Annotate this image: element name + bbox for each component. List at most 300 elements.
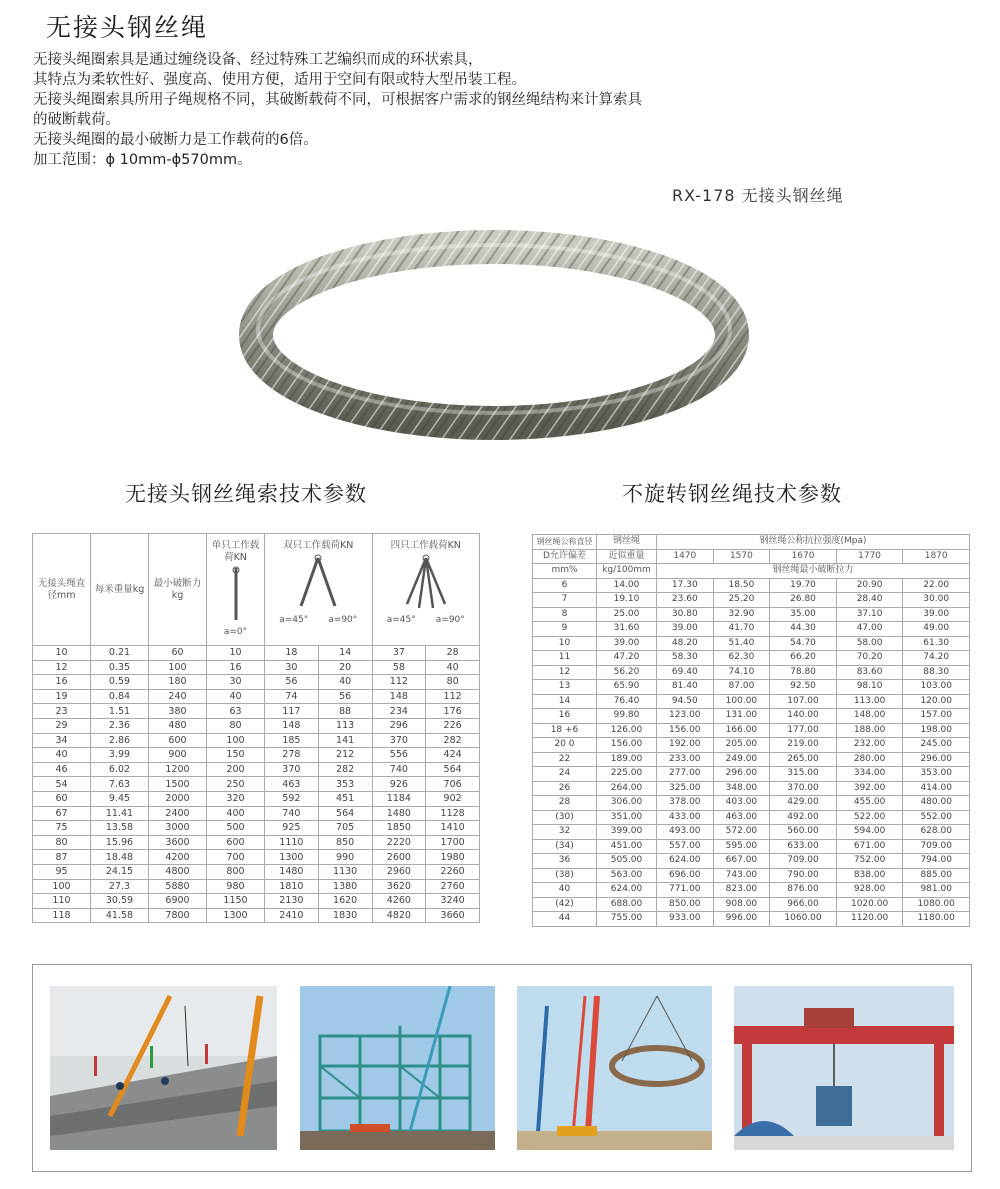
table-cell: 87.00 (713, 680, 770, 695)
table-cell: 400 (207, 806, 265, 821)
table-cell: 92.50 (770, 680, 837, 695)
table-cell: 26 (533, 781, 597, 796)
table-cell: 113.00 (836, 694, 903, 709)
table-cell: 850 (318, 835, 372, 850)
table-cell: 70.20 (836, 651, 903, 666)
ring-lifting-photo (517, 986, 712, 1150)
col-weight: 每米重量kg (91, 534, 149, 646)
table-cell: 103.00 (903, 680, 970, 695)
table-cell: 13 (533, 680, 597, 695)
table-cell: 37 (372, 646, 426, 661)
table-cell: 156.00 (657, 723, 714, 738)
table-cell: 200 (207, 762, 265, 777)
table-cell: 1480 (265, 864, 319, 879)
table-cell: 556 (372, 748, 426, 763)
table-cell: 80 (426, 675, 480, 690)
table-cell: 628.00 (903, 825, 970, 840)
col-grade: 1470 (657, 549, 714, 564)
table-cell: 157.00 (903, 709, 970, 724)
table-cell: 370.00 (770, 781, 837, 796)
table-cell: 560.00 (770, 825, 837, 840)
table-cell: 572.00 (713, 825, 770, 840)
table-cell: 88 (318, 704, 372, 719)
table-cell: 1810 (265, 879, 319, 894)
table-cell: 705 (318, 821, 372, 836)
table-cell: 98.10 (836, 680, 903, 695)
table-cell: 552.00 (903, 810, 970, 825)
table-cell: 592 (265, 791, 319, 806)
table-cell: 123.00 (657, 709, 714, 724)
table-cell: 790.00 (770, 868, 837, 883)
table-cell: 156.00 (597, 738, 657, 753)
table2-body (533, 578, 970, 926)
table-cell: 505.00 (597, 854, 657, 869)
table-cell: 563.00 (597, 868, 657, 883)
table-cell: 212 (318, 748, 372, 763)
table-cell: 463.00 (713, 810, 770, 825)
table-cell: 34 (33, 733, 91, 748)
table-cell: 280.00 (836, 752, 903, 767)
table-cell: 28 (533, 796, 597, 811)
table-cell: 1830 (318, 908, 372, 923)
table-cell: 49.00 (903, 622, 970, 637)
table-row (533, 825, 970, 840)
table-cell: 2130 (265, 894, 319, 909)
table-cell: 370 (372, 733, 426, 748)
table-cell: 380 (149, 704, 207, 719)
table-row (33, 821, 480, 836)
table-cell: 1128 (426, 806, 480, 821)
table-cell: 32.90 (713, 607, 770, 622)
table-cell: 688.00 (597, 897, 657, 912)
table-cell: 18 (265, 646, 319, 661)
table-cell: 353.00 (903, 767, 970, 782)
table-cell: 392.00 (836, 781, 903, 796)
table-cell: 100 (149, 660, 207, 675)
table-cell: 24 (533, 767, 597, 782)
table-cell: 88.30 (903, 665, 970, 680)
table-row (33, 733, 480, 748)
table-row (533, 767, 970, 782)
table-cell: 141 (318, 733, 372, 748)
table-cell: 1300 (207, 908, 265, 923)
table-cell: 0.84 (91, 689, 149, 704)
table-cell: 1700 (426, 835, 480, 850)
table-cell: 46 (33, 762, 91, 777)
table-cell: 150 (207, 748, 265, 763)
table-cell: 981.00 (903, 883, 970, 898)
table-cell: 4800 (149, 864, 207, 879)
table-row (33, 718, 480, 733)
table-cell: 28 (426, 646, 480, 661)
table-cell: 4200 (149, 850, 207, 865)
table-cell: 27.3 (91, 879, 149, 894)
table1-title: 无接头钢丝绳索技术参数 (125, 482, 367, 506)
table-cell: 234 (372, 704, 426, 719)
table-cell: 2760 (426, 879, 480, 894)
table-cell: 185 (265, 733, 319, 748)
table-cell: 58 (372, 660, 426, 675)
table-cell: 1410 (426, 821, 480, 836)
table-cell: 11.41 (91, 806, 149, 821)
table-cell: 205.00 (713, 738, 770, 753)
table-row (33, 675, 480, 690)
table-cell: 424 (426, 748, 480, 763)
table-cell: 225.00 (597, 767, 657, 782)
table-cell: 18.48 (91, 850, 149, 865)
table-cell: 60 (33, 791, 91, 806)
endless-sling-spec-table (32, 533, 480, 923)
table-row (33, 762, 480, 777)
table-cell: 37.10 (836, 607, 903, 622)
table-cell: 240 (149, 689, 207, 704)
col-nominal-dia: 钢丝绳公称直径 (533, 535, 597, 550)
table-cell: 5880 (149, 879, 207, 894)
table-cell: 771.00 (657, 883, 714, 898)
table-cell: 232.00 (836, 738, 903, 753)
table-cell: 148.00 (836, 709, 903, 724)
col-weight-unit: kg/100mm (597, 564, 657, 579)
table-cell: 40 (533, 883, 597, 898)
table-cell: 30 (265, 660, 319, 675)
table-cell: 0.59 (91, 675, 149, 690)
table-cell: 56 (265, 675, 319, 690)
table-cell: 14 (533, 694, 597, 709)
table-cell: 1200 (149, 762, 207, 777)
table-cell: 2600 (372, 850, 426, 865)
table-cell: 2000 (149, 791, 207, 806)
table-cell: 633.00 (770, 839, 837, 854)
table-row (33, 777, 480, 792)
table-cell: 966.00 (770, 897, 837, 912)
table-cell: 296.00 (713, 767, 770, 782)
table-cell: 8 (533, 607, 597, 622)
table-cell: 69.40 (657, 665, 714, 680)
table-cell: 61.30 (903, 636, 970, 651)
table-cell: 176 (426, 704, 480, 719)
table-cell: 12 (533, 665, 597, 680)
table-cell: 451.00 (597, 839, 657, 854)
table-cell: 26.80 (770, 593, 837, 608)
table-cell: 455.00 (836, 796, 903, 811)
table-cell: 16 (533, 709, 597, 724)
description-line: 无接头绳圈索具所用子绳规格不同，其破断载荷不同，可根据客户需求的钢丝绳结构来计算索具 (33, 92, 642, 108)
table-cell: 925 (265, 821, 319, 836)
table-cell: 112 (372, 675, 426, 690)
table-cell: 564 (426, 762, 480, 777)
non-rotating-rope-spec-table (532, 534, 970, 927)
table-cell: 23 (33, 704, 91, 719)
table-cell: 40 (318, 675, 372, 690)
table-cell: 353 (318, 777, 372, 792)
table-cell: 54 (33, 777, 91, 792)
table-cell: 18.50 (713, 578, 770, 593)
table-cell: 67 (33, 806, 91, 821)
table-cell: 10 (207, 646, 265, 661)
table-cell: 624.00 (597, 883, 657, 898)
table-row (533, 723, 970, 738)
table2-title: 不旋转钢丝绳技术参数 (622, 482, 842, 506)
table-cell: 600 (207, 835, 265, 850)
table-row (33, 879, 480, 894)
table-cell: 2220 (372, 835, 426, 850)
table-cell: 794.00 (903, 854, 970, 869)
table-cell: 1980 (426, 850, 480, 865)
table-cell: 107.00 (770, 694, 837, 709)
table-row (33, 689, 480, 704)
table-cell: 667.00 (713, 854, 770, 869)
table-cell: 41.58 (91, 908, 149, 923)
table-cell: 17.30 (657, 578, 714, 593)
table-cell: 65.90 (597, 680, 657, 695)
table-cell: 28.40 (836, 593, 903, 608)
table-cell: 752.00 (836, 854, 903, 869)
table-cell: 56 (318, 689, 372, 704)
page-title: 无接头钢丝绳 (46, 13, 209, 42)
table-row (533, 897, 970, 912)
table-cell: 463 (265, 777, 319, 792)
product-description (33, 50, 793, 170)
table-cell: 624.00 (657, 854, 714, 869)
table-row (533, 868, 970, 883)
table-cell: 20 (318, 660, 372, 675)
table-cell: 325.00 (657, 781, 714, 796)
table-cell: 399.00 (597, 825, 657, 840)
table-cell: 823.00 (713, 883, 770, 898)
table-cell: 522.00 (836, 810, 903, 825)
table-cell: 4820 (372, 908, 426, 923)
table-cell: 278 (265, 748, 319, 763)
table-row (533, 680, 970, 695)
table-cell: 900 (149, 748, 207, 763)
table-cell: 3620 (372, 879, 426, 894)
table-cell: 19.70 (770, 578, 837, 593)
table-cell: 51.40 (713, 636, 770, 651)
table-cell: 23.60 (657, 593, 714, 608)
table-cell: 2960 (372, 864, 426, 879)
col-tolerance: D允许偏差 (533, 549, 597, 564)
table-cell: 25.20 (713, 593, 770, 608)
table-cell: 433.00 (657, 810, 714, 825)
table-cell: 3.99 (91, 748, 149, 763)
model-label: RX-178 无接头钢丝绳 (672, 186, 844, 205)
table-cell: 1380 (318, 879, 372, 894)
table-row (33, 704, 480, 719)
table-cell: 112 (426, 689, 480, 704)
table-cell: 66.20 (770, 651, 837, 666)
table-row (533, 694, 970, 709)
table-cell: 3660 (426, 908, 480, 923)
table-cell: 414.00 (903, 781, 970, 796)
table-cell: 7 (533, 593, 597, 608)
table-cell: 13.58 (91, 821, 149, 836)
table-cell: 30 (207, 675, 265, 690)
col-quad: 四只工作载荷KN a=45° a=90° (372, 534, 480, 646)
table-row (33, 791, 480, 806)
bridge-lifting-photo (50, 986, 277, 1150)
description-line: 其特点为柔软性好、强度高、使用方便，适用于空间有限或特大型吊装工程。 (33, 72, 526, 88)
table-row (533, 854, 970, 869)
table-cell: 47.00 (836, 622, 903, 637)
table-cell: 58.30 (657, 651, 714, 666)
table-row (533, 738, 970, 753)
table-row (533, 839, 970, 854)
table-cell: 94.50 (657, 694, 714, 709)
table-cell: 2410 (265, 908, 319, 923)
table-cell: 12 (33, 660, 91, 675)
table-cell: 245.00 (903, 738, 970, 753)
table-cell: 6900 (149, 894, 207, 909)
table-cell: 0.21 (91, 646, 149, 661)
table-cell: 700 (207, 850, 265, 865)
col-min-breaking: 钢丝绳最小破断拉力 (657, 564, 970, 579)
table-cell: 36 (533, 854, 597, 869)
table-cell: 99.80 (597, 709, 657, 724)
table-cell: 31.60 (597, 622, 657, 637)
table-cell: 480.00 (903, 796, 970, 811)
table-cell: 54.70 (770, 636, 837, 651)
table-cell: 44 (533, 912, 597, 927)
table-cell: 564 (318, 806, 372, 821)
table-row (33, 864, 480, 879)
table-cell: 908.00 (713, 897, 770, 912)
col-grade: 1870 (903, 549, 970, 564)
table-cell: 148 (372, 689, 426, 704)
table-cell: 1120.00 (836, 912, 903, 927)
table-cell: 166.00 (713, 723, 770, 738)
application-photo-strip (32, 964, 972, 1172)
description-line: 无接头绳圈索具是通过缠绕设备、经过特殊工艺编织而成的环状索具， (33, 52, 483, 68)
table-cell: 15.96 (91, 835, 149, 850)
table-cell: 39.00 (903, 607, 970, 622)
table-cell: 180 (149, 675, 207, 690)
quad-sling-icon (401, 554, 451, 612)
table-cell: 198.00 (903, 723, 970, 738)
table-row (533, 636, 970, 651)
table-cell: 876.00 (770, 883, 837, 898)
table-cell: 16 (207, 660, 265, 675)
table-cell: 76.40 (597, 694, 657, 709)
table-cell: 0.35 (91, 660, 149, 675)
table-cell: 480 (149, 718, 207, 733)
table-row (33, 850, 480, 865)
single-sling-icon (226, 566, 246, 624)
table-cell: 29 (33, 718, 91, 733)
table-cell: 277.00 (657, 767, 714, 782)
table-cell: 1020.00 (836, 897, 903, 912)
gantry-crane-photo (734, 986, 954, 1150)
table-cell: 429.00 (770, 796, 837, 811)
table-cell: 120.00 (903, 694, 970, 709)
table-cell: 87 (33, 850, 91, 865)
table-row (533, 665, 970, 680)
table-cell: 6 (533, 578, 597, 593)
table-cell: 492.00 (770, 810, 837, 825)
col-grade: 1570 (713, 549, 770, 564)
table-cell: 95 (33, 864, 91, 879)
table-cell: 1060.00 (770, 912, 837, 927)
table-cell: 315.00 (770, 767, 837, 782)
table-cell: (30) (533, 810, 597, 825)
table-cell: 1080.00 (903, 897, 970, 912)
table-cell: 800 (207, 864, 265, 879)
table-cell: 233.00 (657, 752, 714, 767)
table-cell: 4260 (372, 894, 426, 909)
table-cell: 48.20 (657, 636, 714, 651)
table-cell: 1130 (318, 864, 372, 879)
table-cell: 58.00 (836, 636, 903, 651)
description-line: 无接头绳圈的最小破断力是工作载荷的6倍。 (33, 132, 318, 148)
table-cell: 926 (372, 777, 426, 792)
table-cell: 493.00 (657, 825, 714, 840)
table-cell: 1480 (372, 806, 426, 821)
table-row (533, 781, 970, 796)
table-cell: 996.00 (713, 912, 770, 927)
table-cell: 709.00 (770, 854, 837, 869)
table-cell: 902 (426, 791, 480, 806)
table-row (33, 908, 480, 923)
table-cell: 2.36 (91, 718, 149, 733)
col-grade: 1770 (836, 549, 903, 564)
table-cell: 74.10 (713, 665, 770, 680)
table-cell: 62.30 (713, 651, 770, 666)
table-cell: 265.00 (770, 752, 837, 767)
col-grade: 1670 (770, 549, 837, 564)
table-cell: 113 (318, 718, 372, 733)
table-cell: 14 (318, 646, 372, 661)
table-cell: 706 (426, 777, 480, 792)
table-cell: 990 (318, 850, 372, 865)
table-cell: 56.20 (597, 665, 657, 680)
table-cell: 14.00 (597, 578, 657, 593)
table-cell: 980 (207, 879, 265, 894)
table-cell: 451 (318, 791, 372, 806)
table-row (33, 835, 480, 850)
table-cell: 1180.00 (903, 912, 970, 927)
table-cell: (42) (533, 897, 597, 912)
table-row (33, 806, 480, 821)
table-cell: 595.00 (713, 839, 770, 854)
table-cell: 131.00 (713, 709, 770, 724)
table-cell: 81.40 (657, 680, 714, 695)
table-cell: 3000 (149, 821, 207, 836)
table-cell: 557.00 (657, 839, 714, 854)
table-cell: 20.90 (836, 578, 903, 593)
table-cell: 7800 (149, 908, 207, 923)
table-cell: 296 (372, 718, 426, 733)
col-strength: 钢丝绳公称抗拉强度(Mpa) (657, 535, 970, 550)
wire-rope-ring-image (232, 225, 752, 450)
table-cell: 282 (318, 762, 372, 777)
table-cell: 100 (207, 733, 265, 748)
table-cell: 41.70 (713, 622, 770, 637)
table-cell: 2.86 (91, 733, 149, 748)
steel-structure-photo (300, 986, 495, 1150)
table-cell: 6.02 (91, 762, 149, 777)
table-cell: 100.00 (713, 694, 770, 709)
table-cell: 189.00 (597, 752, 657, 767)
table-cell: 47.20 (597, 651, 657, 666)
table-cell: 928.00 (836, 883, 903, 898)
table-cell: 30.59 (91, 894, 149, 909)
table-cell: 83.60 (836, 665, 903, 680)
table-cell: 9.45 (91, 791, 149, 806)
table-row (533, 810, 970, 825)
table-cell: 306.00 (597, 796, 657, 811)
table-row (33, 646, 480, 661)
table-cell: 18 +6 (533, 723, 597, 738)
table-cell: 250 (207, 777, 265, 792)
